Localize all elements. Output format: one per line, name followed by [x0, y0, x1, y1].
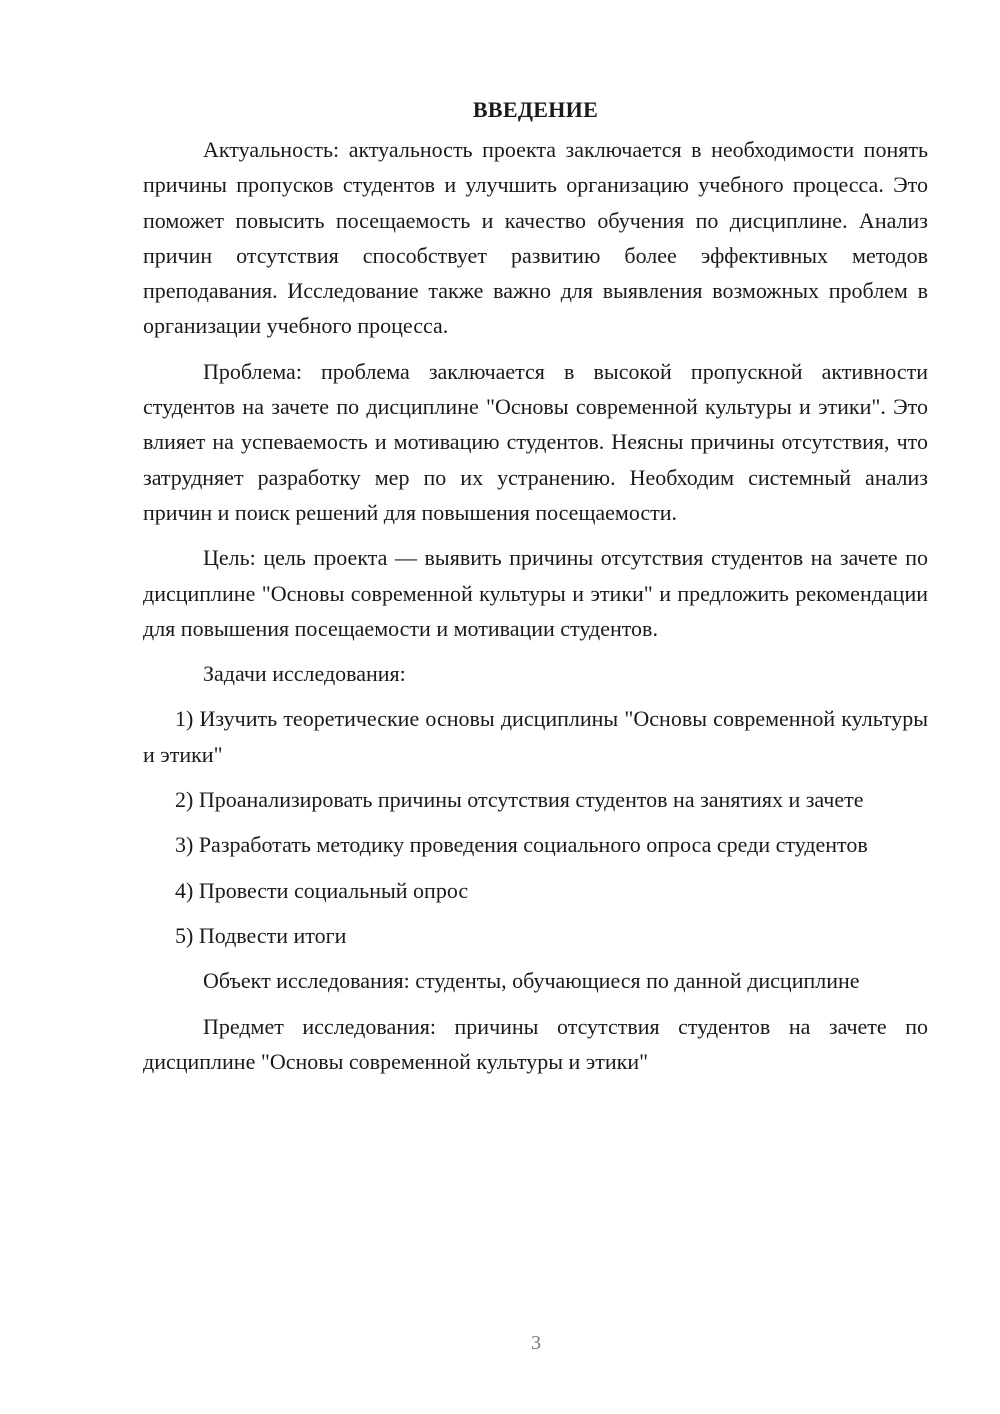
page-number: 3 — [531, 1332, 541, 1354]
subject-paragraph: Предмет исследования: причины отсутствия студентов на зачете по дисциплине "Основы современной культуры и этики" — [143, 1013, 928, 1074]
page-body — [143, 92, 928, 1089]
task-item: 2) Проанализировать причины отсутствия студентов на занятиях и зачете — [175, 787, 864, 813]
problem-paragraph: Проблема: проблема заключается в высокой пропускной активности студентов на зачете по дисциплине "Основы современной культуры и этики". Это влияет на успеваемость и мотивацию студентов. Неясны причины отсутствия, что затрудняет разработку мер по их устранению. Необходим системный анализ причин и поиск решений для повышения посещаемости. — [143, 358, 928, 525]
tasks-heading: Задачи исследования: — [203, 661, 406, 687]
task-item: 3) Разработать методику проведения социального опроса среди студентов — [175, 832, 868, 858]
task-item: 4) Провести социальный опрос — [175, 877, 469, 903]
task-item: 5) Подвести итоги — [175, 922, 347, 948]
section-title: ВВЕДЕНИЕ — [472, 97, 599, 122]
task-item: 1) Изучить теоретические основы дисциплины "Основы современной культуры и этики" — [143, 706, 928, 767]
object-paragraph: Объект исследования: студенты, обучающиеся по данной дисциплине — [203, 968, 860, 994]
relevance-paragraph: Актуальность: актуальность проекта заключается в необходимости понять причины пропусков студентов и улучшить организацию учебного процесса. Это поможет повысить посещаемость и качество обучения по дисциплине. Анализ причин отсутствия способствует развитию более эффективных методов преподавания. Исследование также важно для выявления возможных проблем в организации учебного процесса. — [143, 137, 928, 339]
goal-paragraph: Цель: цель проекта — выявить причины отсутствия студентов на зачете по дисциплине "Основы современной культуры и этики" и предложить рекомендации для повышения посещаемости и мотивации студентов. — [143, 545, 928, 641]
